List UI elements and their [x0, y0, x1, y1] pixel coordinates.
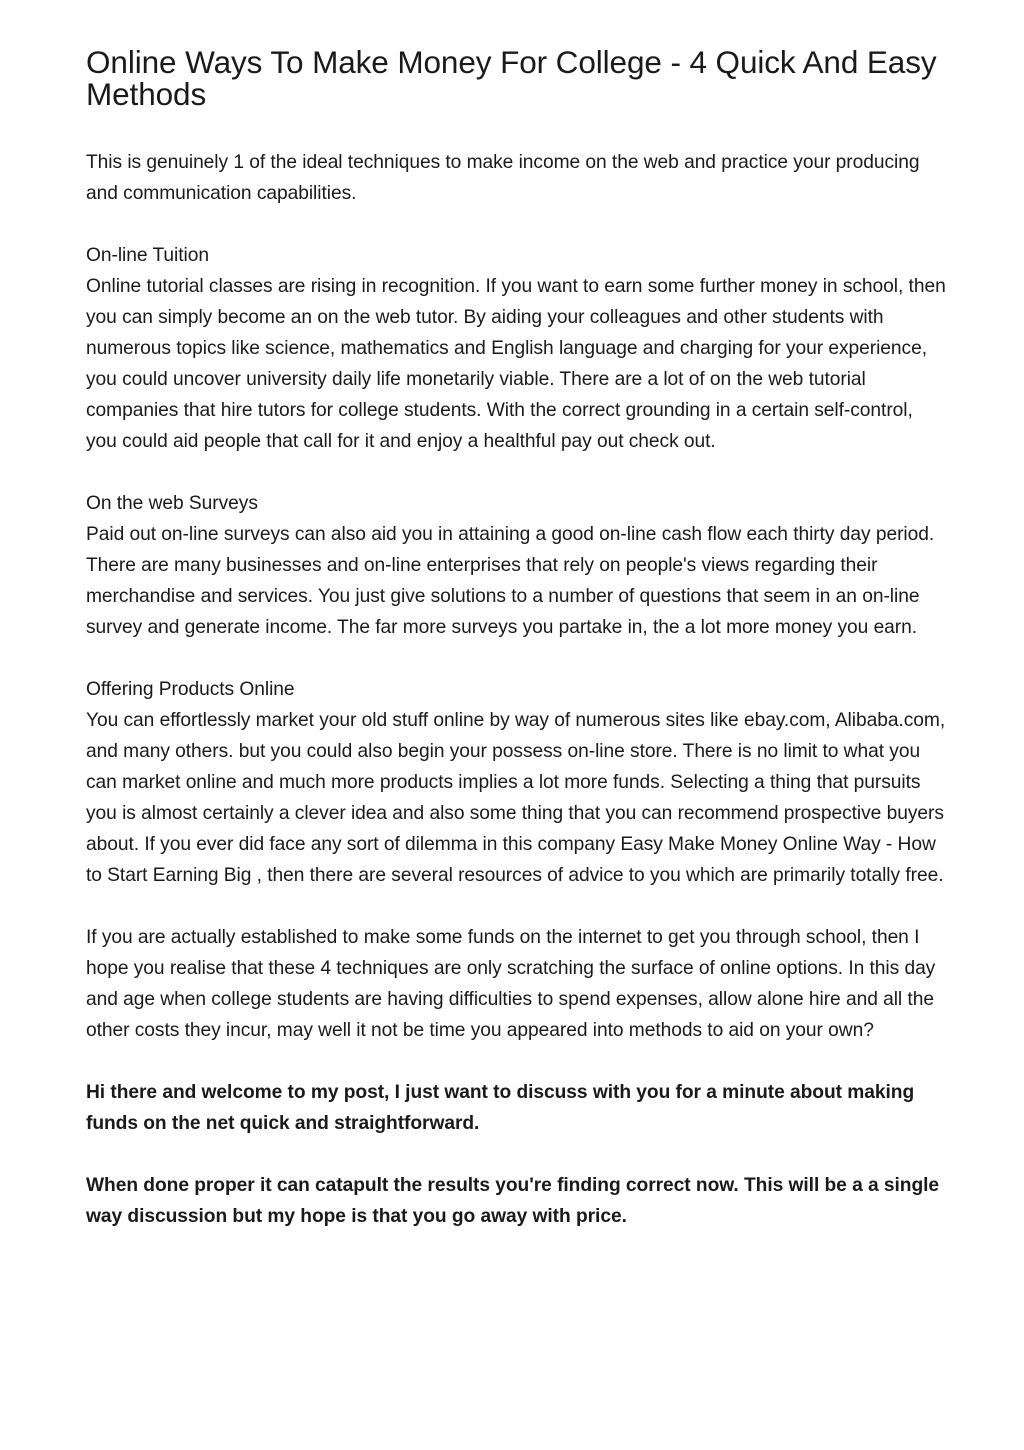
section-heading: On the web Surveys — [86, 493, 258, 514]
document-page — [86, 46, 946, 1263]
intro-paragraph: This is genuinely 1 of the ideal techniques to make income on the web and practice your producing and communication capabilities. — [86, 152, 920, 204]
conclusion-paragraph: If you are actually established to make some funds on the internet to get you through school, then I hope you realise that these 4 techniques are only scratching the surface of online options. In this day and age when college students are having difficulties to spend expenses, allow alone hire and all the other costs they incur, may well it not be time you appeared into methods to aid on your own? — [86, 927, 936, 1041]
section-body: Online tutorial classes are rising in recognition. If you want to earn some further money in school, then you can simply become an on the web tutor. By aiding your colleagues and other students with numerous topics like science, mathematics and English language and charging for your experience, you could uncover university daily life monetarily viable. There are a lot of on the web tutorial companies that hire tutors for college students. With the correct grounding in a certain self-control, you could aid people that call for it and enjoy a healthful pay out check out. — [86, 276, 946, 452]
section-tuition — [86, 240, 946, 457]
section-surveys — [86, 488, 946, 643]
section-body: Paid out on-line surveys can also aid you in attaining a good on-line cash flow each thirty day period. There are many businesses and on-line enterprises that rely on people's views regarding their merchandise and services. You just give solutions to a number of questions that seem in an on-line survey and generate income. The far more surveys you partake in, the a lot more money you earn. — [86, 524, 935, 638]
section-heading: Offering Products Online — [86, 679, 295, 700]
bold-paragraph: Hi there and welcome to my post, I just want to discuss with you for a minute about making funds on the net quick and straightforward. — [86, 1082, 915, 1134]
section-selling — [86, 674, 946, 891]
bold-paragraph: When done proper it can catapult the results you're finding correct now. This will be a a single way discussion but my hope is that you go away with price. — [86, 1175, 940, 1227]
document-title: Online Ways To Make Money For College - 4 Quick And Easy Methods — [86, 44, 937, 112]
section-body: You can effortlessly market your old stuff online by way of numerous sites like ebay.com, Alibaba.com, and many others. but you could also begin your possess on-line store. There is no limit to what you can market online and much more products implies a lot more funds. Selecting a thing that pursuits you is almost certainly a clever idea and also some thing that you can recommend prospective buyers about. If you ever did face any sort of dilemma in this company Easy Make Money Online Way - How to Start Earning Big , then there are several resources of advice to you which are primarily totally free. — [86, 710, 946, 886]
section-heading: On-line Tuition — [86, 245, 209, 266]
